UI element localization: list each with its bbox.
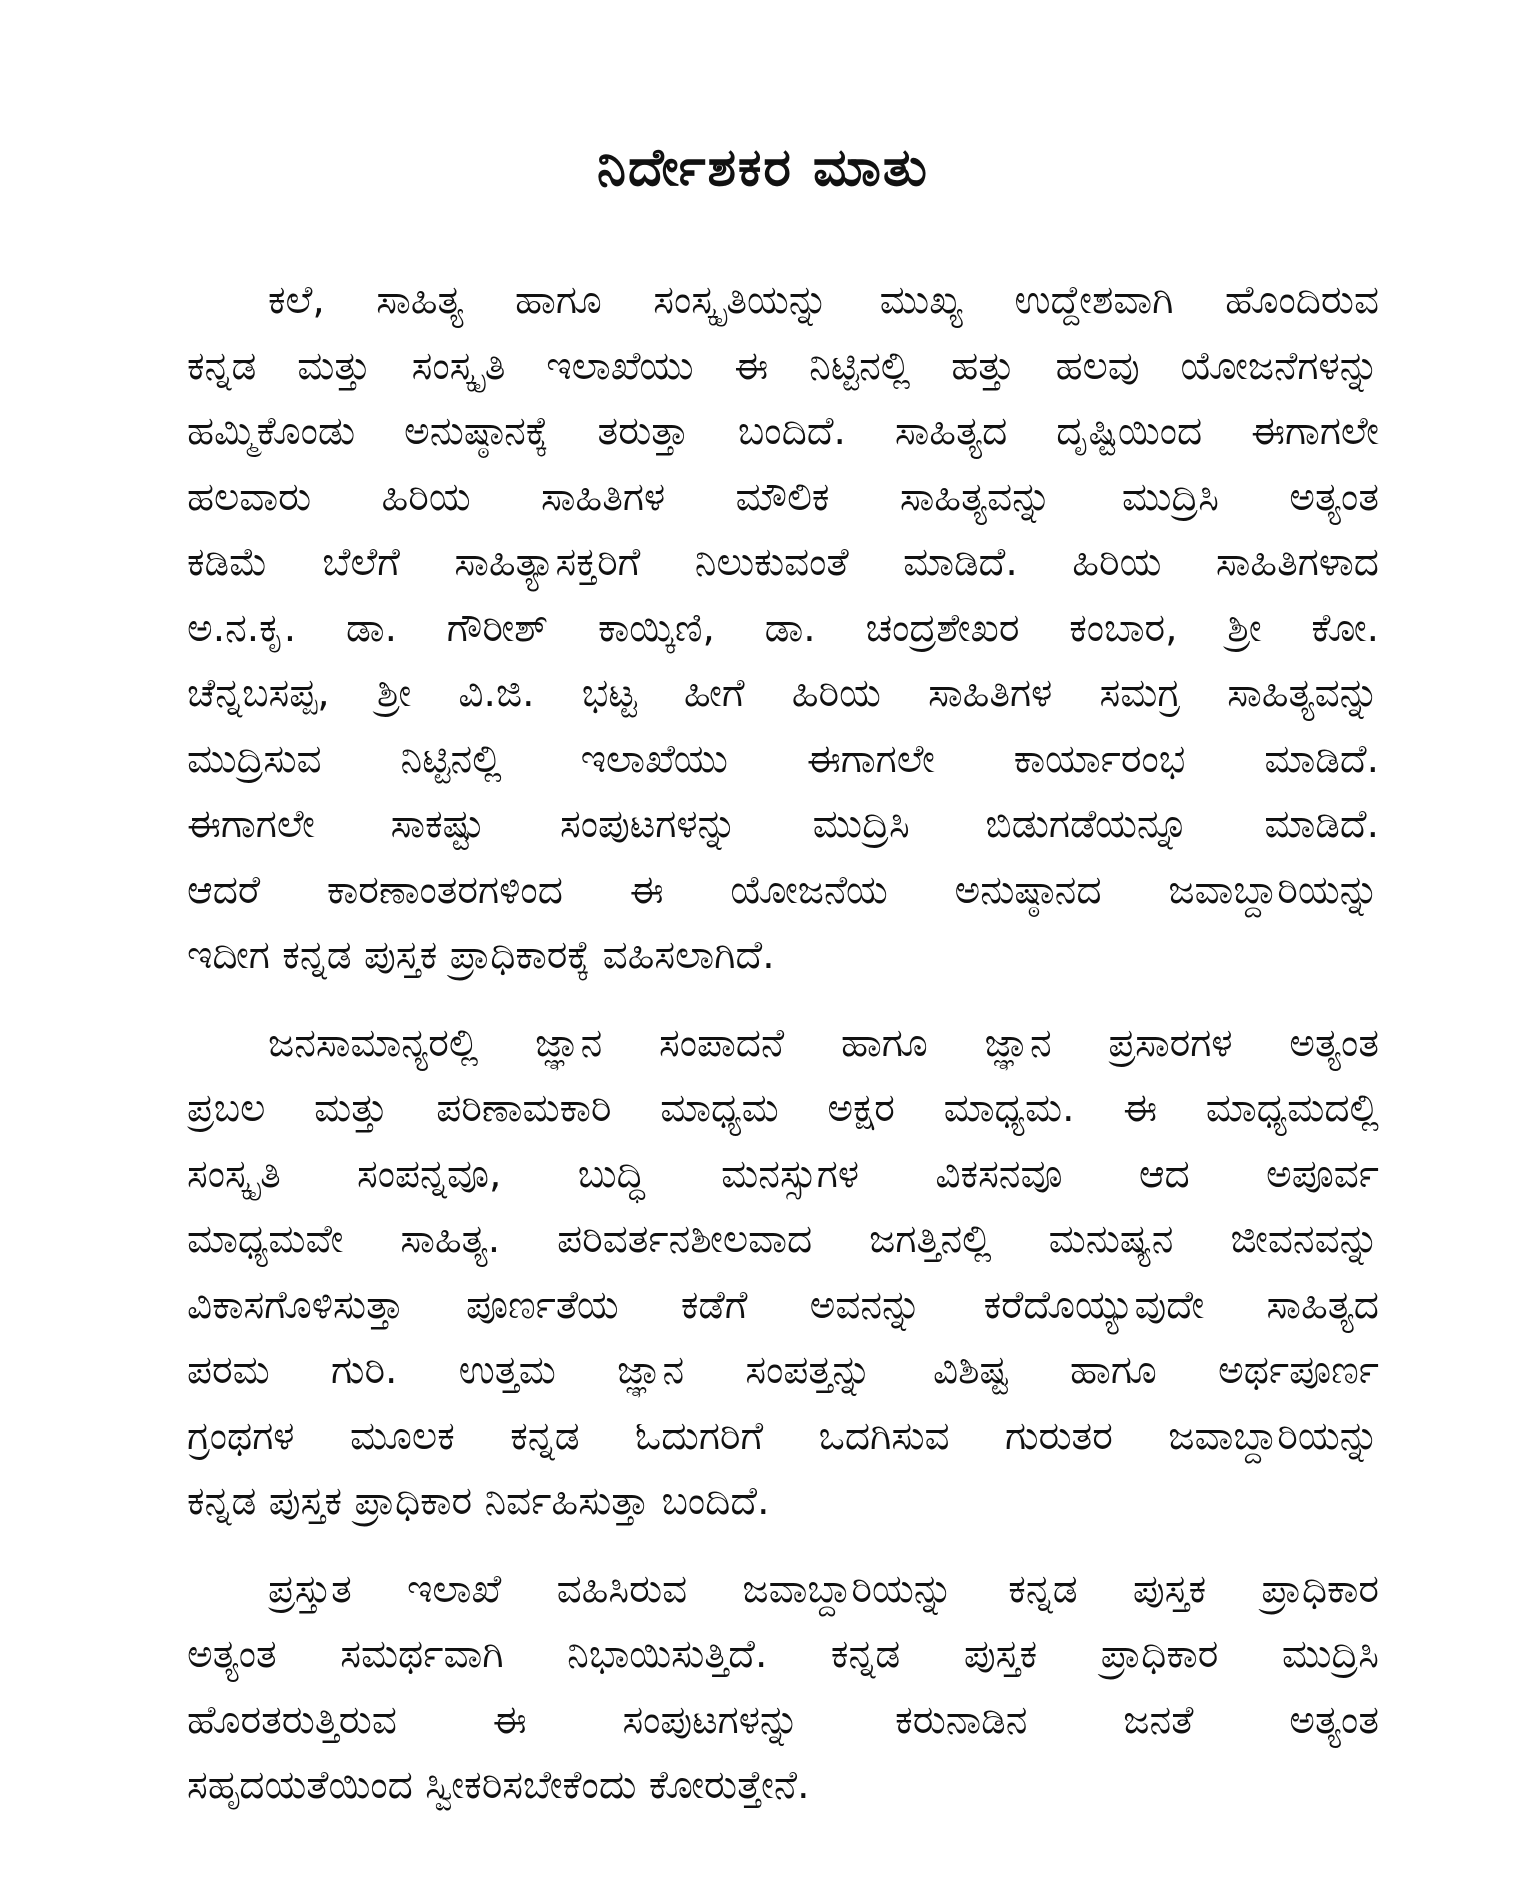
text-line: ಕಲೆ, ಸಾಹಿತ್ಯ ಹಾಗೂ ಸಂಸ್ಕೃತಿಯನ್ನು ಮುಖ್ಯ ಉದ್ದೇಶವಾಗಿ ಹೊಂದಿರುವ: [268, 278, 1379, 323]
paragraph: [187, 268, 1379, 989]
text-line: ಮಾಧ್ಯಮವೇ ಸಾಹಿತ್ಯ. ಪರಿವರ್ತನಶೀಲವಾದ ಜಗತ್ತಿನಲ್ಲಿ ಮನುಷ್ಯನ ಜೀವನವನ್ನು: [187, 1217, 1379, 1262]
text-line: ಹಮ್ಮಿಕೊಂಡು ಅನುಷ್ಠಾನಕ್ಕೆ ತರುತ್ತಾ ಬಂದಿದೆ. ಸಾಹಿತ್ಯದ ದೃಷ್ಟಿಯಿಂದ ಈಗಾಗಲೇ: [187, 409, 1379, 454]
text-line: ಈಗಾಗಲೇ ಸಾಕಷ್ಟು ಸಂಪುಟಗಳನ್ನು ಮುದ್ರಿಸಿ ಬಿಡುಗಡೆಯನ್ನೂ ಮಾಡಿದೆ.: [187, 802, 1379, 847]
paragraph: [187, 1557, 1379, 1819]
text-line: ಹಲವಾರು ಹಿರಿಯ ಸಾಹಿತಿಗಳ ಮೌಲಿಕ ಸಾಹಿತ್ಯವನ್ನು ಮುದ್ರಿಸಿ ಅತ್ಯಂತ: [187, 474, 1379, 520]
text-line: ಪ್ರಸ್ತುತ ಇಲಾಖೆ ವಹಿಸಿರುವ ಜವಾಬ್ದಾರಿಯನ್ನು ಕನ್ನಡ ಪುಸ್ತಕ ಪ್ರಾಧಿಕಾರ: [268, 1566, 1379, 1612]
text-line: ಕಡಿಮೆ ಬೆಲೆಗೆ ಸಾಹಿತ್ಯಾಸಕ್ತರಿಗೆ ನಿಲುಕುವಂತೆ ಮಾಡಿದೆ. ಹಿರಿಯ ಸಾಹಿತಿಗಳಾದ: [187, 540, 1379, 585]
text-line: ಜನಸಾಮಾನ್ಯರಲ್ಲಿ ಜ್ಞಾನ ಸಂಪಾದನೆ ಹಾಗೂ ಜ್ಞಾನ ಪ್ರಸಾರಗಳ ಅತ್ಯಂತ: [268, 1020, 1379, 1066]
text-line: ಅ.ನ.ಕೃ. ಡಾ. ಗೌರೀಶ್ ಕಾಯ್ಕಿಣಿ, ಡಾ. ಚಂದ್ರಶೇಖರ ಕಂಬಾರ, ಶ್ರೀ ಕೋ.: [187, 605, 1379, 651]
paragraph-spacer: [187, 989, 1379, 1011]
paragraph: [187, 1011, 1379, 1535]
text-line: ಸಹೃದಯತೆಯಿಂದ ಸ್ವೀಕರಿಸಬೇಕೆಂದು ಕೋರುತ್ತೇನೆ.: [187, 1763, 810, 1808]
text-line: ಅತ್ಯಂತ ಸಮರ್ಥವಾಗಿ ನಿಭಾಯಿಸುತ್ತಿದೆ. ಕನ್ನಡ ಪುಸ್ತಕ ಪ್ರಾಧಿಕಾರ ಮುದ್ರಿಸಿ: [187, 1632, 1379, 1677]
text-line: ಸಂಸ್ಕೃತಿ ಸಂಪನ್ನವೂ, ಬುದ್ಧಿ ಮನಸ್ಸುಗಳ ವಿಕಸನವೂ ಆದ ಅಪೂರ್ವ: [187, 1151, 1379, 1197]
text-line: ವಿಕಾಸಗೊಳಿಸುತ್ತಾ ಪೂರ್ಣತೆಯ ಕಡೆಗೆ ಅವನನ್ನು ಕರೆದೊಯ್ಯುವುದೇ ಸಾಹಿತ್ಯದ: [187, 1282, 1379, 1328]
text-line: ಕನ್ನಡ ಪುಸ್ತಕ ಪ್ರಾಧಿಕಾರ ನಿರ್ವಹಿಸುತ್ತಾ ಬಂದಿದೆ.: [187, 1479, 770, 1524]
text-line: ಮುದ್ರಿಸುವ ನಿಟ್ಟಿನಲ್ಲಿ ಇಲಾಖೆಯು ಈಗಾಗಲೇ ಕಾರ್ಯಾರಂಭ ಮಾಡಿದೆ.: [187, 736, 1379, 782]
text-line: ಗ್ರಂಥಗಳ ಮೂಲಕ ಕನ್ನಡ ಓದುಗರಿಗೆ ಒದಗಿಸುವ ಗುರುತರ ಜವಾಬ್ದಾರಿಯನ್ನು: [187, 1413, 1379, 1459]
page-title: ನಿರ್ದೇಶಕರ ಮಾತು: [597, 138, 929, 198]
text-line: ಚೆನ್ನಬಸಪ್ಪ, ಶ್ರೀ ವಿ.ಜಿ. ಭಟ್ಟ ಹೀಗೆ ಹಿರಿಯ ಸಾಹಿತಿಗಳ ಸಮಗ್ರ ಸಾಹಿತ್ಯವನ್ನು: [187, 671, 1379, 716]
paragraph-spacer: [187, 1535, 1379, 1557]
text-line: ಆದರೆ ಕಾರಣಾಂತರಗಳಿಂದ ಈ ಯೋಜನೆಯ ಅನುಷ್ಠಾನದ ಜವಾಬ್ದಾರಿಯನ್ನು: [187, 867, 1379, 913]
text-line: ಇದೀಗ ಕನ್ನಡ ಪುಸ್ತಕ ಪ್ರಾಧಿಕಾರಕ್ಕೆ ವಹಿಸಲಾಗಿದೆ.: [187, 933, 775, 978]
text-line: ಹೊರತರುತ್ತಿರುವ ಈ ಸಂಪುಟಗಳನ್ನು ಕರುನಾಡಿನ ಜನತೆ ಅತ್ಯಂತ: [187, 1697, 1379, 1743]
text-line: ಕನ್ನಡ ಮತ್ತು ಸಂಸ್ಕೃತಿ ಇಲಾಖೆಯು ಈ ನಿಟ್ಟಿನಲ್ಲಿ ಹತ್ತು ಹಲವು ಯೋಜನೆಗಳನ್ನು: [187, 343, 1379, 389]
document-body: [187, 268, 1379, 1819]
text-line: ಪರಮ ಗುರಿ. ಉತ್ತಮ ಜ್ಞಾನ ಸಂಪತ್ತನ್ನು ವಿಶಿಷ್ಟ ಹಾಗೂ ಅರ್ಥಪೂರ್ಣ: [187, 1348, 1379, 1393]
text-line: ಪ್ರಬಲ ಮತ್ತು ಪರಿಣಾಮಕಾರಿ ಮಾಧ್ಯಮ ಅಕ್ಷರ ಮಾಧ್ಯಮ. ಈ ಮಾಧ್ಯಮದಲ್ಲಿ: [187, 1086, 1379, 1131]
